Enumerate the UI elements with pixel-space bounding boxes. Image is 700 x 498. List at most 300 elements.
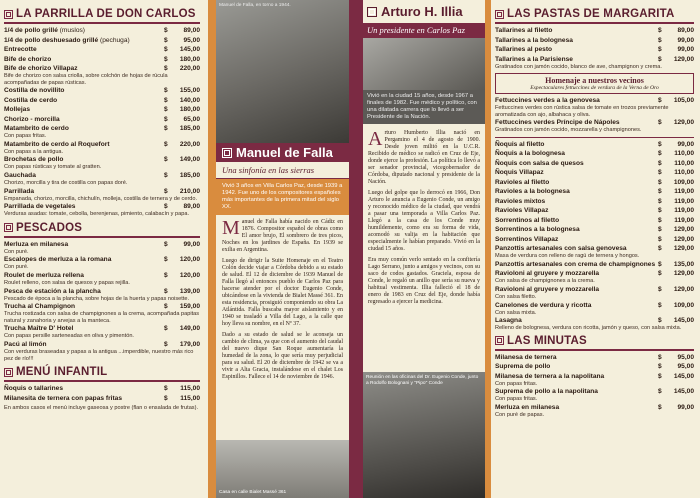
item-name	[495, 270, 658, 278]
currency-symbol: $	[164, 65, 168, 72]
price-value: 129,00	[673, 270, 694, 278]
item-description: Con papas fritas.	[495, 396, 538, 403]
item-price	[658, 169, 694, 177]
menu-item	[4, 116, 200, 124]
item-name	[4, 106, 164, 114]
currency-symbol: $	[658, 207, 662, 215]
decorative-strip	[349, 0, 363, 498]
price-value: 119,00	[674, 197, 694, 205]
item-name	[4, 241, 164, 249]
drop-cap: A	[368, 128, 383, 150]
price-value: 180,00	[179, 55, 200, 63]
illia-paragraph-3: Era muy común verlo sentado en la confitería Lago Serrano, junto a amigos y vecinos, con su saco de codos gastados. Graciela, esposa de Conde, le regaló un anillo que sería su nueva y habitual vestimenta. Illia falleció el 18 de enero de 1983 en Cruz del Eje, donde había regresado a ejercer la medicina.	[368, 257, 480, 305]
item-description: Con salsa mixta.	[495, 309, 537, 316]
price-value: 185,00	[179, 125, 200, 133]
item-name-text: Bife de chorizo	[4, 55, 52, 63]
falla-title-bar	[216, 143, 349, 162]
currency-symbol: $	[658, 36, 662, 44]
item-price	[164, 325, 200, 333]
item-name	[495, 119, 658, 127]
menu-item	[495, 198, 694, 206]
currency-symbol: $	[164, 156, 168, 164]
menu-column-right	[491, 0, 700, 498]
item-name	[495, 97, 658, 105]
price-value: 179,00	[179, 340, 200, 348]
fettuccine-list	[495, 97, 694, 134]
item-description: Relleno de bolognesa, verdura con ricotta, jamón y queso, con salsa mixta.	[495, 325, 682, 332]
item-price	[658, 388, 694, 396]
item-name	[495, 354, 658, 362]
menu-item	[495, 56, 694, 64]
item-name-text: 1/4 de pollo deshuesado grillé	[4, 36, 99, 44]
price-value: 89,00	[677, 27, 694, 34]
currency-symbol: $	[164, 46, 168, 53]
item-price	[658, 354, 694, 362]
menu-item	[4, 125, 200, 133]
parrilla-list	[4, 27, 200, 218]
menu-item	[4, 395, 200, 403]
item-name	[495, 141, 658, 149]
currency-symbol: $	[658, 55, 662, 63]
currency-symbol: $	[164, 96, 168, 104]
item-name	[4, 97, 164, 105]
price-value: 119,00	[674, 216, 694, 224]
item-description: Con puré.	[4, 248, 29, 255]
item-name	[495, 302, 658, 310]
falla-subtitle: Una sinfonía en las sierras	[216, 162, 349, 179]
item-name-text: Costilla de novillito	[4, 87, 65, 95]
price-value: 145,00	[179, 46, 200, 53]
item-name-text: Roulet de merluza rellena	[4, 271, 84, 279]
item-description: Trucha rostizada con salsa de champignones a la crema, acompañada papitas natural y zanahoria y arvejas a la manteca.	[4, 311, 200, 324]
menu-item	[4, 272, 200, 280]
item-price	[658, 363, 694, 371]
menu-item	[495, 179, 694, 187]
price-value: 105,00	[673, 97, 694, 105]
price-value: 65,00	[183, 115, 200, 123]
price-value: 109,00	[673, 301, 694, 309]
currency-symbol: $	[658, 119, 662, 127]
menu-item	[495, 141, 694, 149]
homenaje-subtitle: Espectaculares fettuccines de verdura de la Verna de Oro	[530, 85, 659, 92]
item-name-text: Milanesa de ternera a la napolitana	[495, 372, 605, 380]
menu-item	[495, 363, 694, 371]
item-price	[164, 395, 200, 403]
falla-paragraph-2: Luego de dirigir la Suite Homenaje en el Teatro Colón decide viajar a Córdoba debido a su estado de salud. El 12 de diciembre de 1939 Manuel de Falla llegó al entonces pueblo de Carlos Paz para hacerse atender por el doctor Eugenio Conde, ubicándose en la vivienda de Bialet Massé 361. En esta residencia, prosiguió componiendo su obra La Atlántida. Falla buscaba mayor aislamiento y en 1940 se trasladó a Villa del Lago, a la calle que hoy lleva su nombre, en el Nº 37.	[222, 258, 343, 327]
item-price	[658, 179, 694, 187]
item-price	[658, 302, 694, 310]
divider	[495, 137, 694, 138]
item-price	[658, 188, 694, 196]
item-name	[495, 56, 658, 64]
menu-item	[4, 203, 200, 211]
menu-item	[495, 97, 694, 105]
falla-intro: Vivió 3 años en Villa Carlos Paz, desde 1939 a 1942. Fue uno de los compositores españoles más importantes de la primera mitad del siglo XX.	[216, 179, 349, 215]
item-name	[4, 65, 164, 73]
price-value: 129,00	[673, 119, 694, 127]
menu-item	[4, 46, 200, 54]
currency-symbol: $	[164, 140, 168, 148]
item-name-text: Milanesita de ternera con papas fritas	[4, 394, 122, 402]
item-price	[164, 172, 200, 180]
currency-symbol: $	[164, 287, 168, 295]
currency-symbol: $	[658, 317, 662, 325]
illia-meeting-photo	[363, 372, 485, 498]
item-name	[4, 87, 164, 95]
item-name	[495, 37, 658, 45]
menu-item	[495, 150, 694, 158]
ornament-icon	[495, 10, 504, 19]
item-price	[658, 97, 694, 105]
item-name	[495, 236, 658, 244]
item-description: Con salsa filetto.	[495, 294, 537, 301]
currency-symbol: $	[658, 178, 662, 186]
menu-item	[4, 27, 200, 35]
item-name-text: 1/4 de pollo grillé	[4, 27, 58, 34]
item-price	[658, 217, 694, 225]
price-value: 119,00	[674, 188, 694, 196]
menu-item	[495, 226, 694, 234]
illia-paragraph-2: Luego del golpe que lo derrocó en 1966, Don Arturo le anuncia a Eugenio Conde, un amigo y reconocido médico de la ciudad, que vendrá a pasar una temporada a Villa Carlos Paz. Llegó a la casa de los Conde muy humildemente, como era su forma de vida, acomodó su valija en la habitación que especialmente le habían preparado. Vivió en la ciudad 15 años.	[368, 190, 480, 252]
item-name-text: Pacú al limón	[4, 340, 47, 348]
item-name-text: Milanesa de ternera	[495, 353, 557, 361]
section-title: LAS PASTAS DE MARGARITA	[507, 8, 675, 20]
currency-symbol: $	[164, 125, 168, 133]
section-title: LAS MINUTAS	[507, 334, 587, 347]
menu-item	[4, 385, 200, 393]
illia-paragraph-1: Arturo Humberto Illia nació en Pergamino el 4 de agosto de 1900. Desde joven militó en la U.C.R. Recibido de médico se radicó en Cruz de Eje, donde ejerce la profesión. La política lo llevó a ser senador provincial, vicegobernador de Córdoba, diputado nacional y presidente de la Nación.	[368, 128, 480, 185]
item-price	[164, 256, 200, 264]
item-description: Fettuccines verdes con rústica salsa de tomate en trozos previamente aromatizada con ajo, albahaca y oliva.	[495, 105, 669, 118]
price-value: 115,00	[180, 385, 200, 393]
currency-symbol: $	[164, 36, 168, 44]
currency-symbol: $	[658, 150, 662, 158]
item-price	[658, 119, 694, 127]
item-description: Gratinados con jamón cocido, mozzarella y champignones.	[495, 127, 642, 134]
photo-caption: Manuel de Falla, en torno a 1944.	[219, 3, 291, 8]
menu-item	[495, 207, 694, 215]
price-value: 99,00	[677, 404, 694, 412]
item-name-text: Sorrentinos al filetto	[495, 216, 560, 224]
menu-item	[495, 169, 694, 177]
item-name-text: Ravioles Villapaz	[495, 207, 549, 215]
currency-symbol: $	[658, 226, 662, 234]
divider	[495, 22, 694, 24]
menu-item	[4, 303, 200, 311]
price-value: 220,00	[179, 65, 200, 72]
menu-item	[4, 241, 200, 249]
currency-symbol: $	[164, 325, 168, 333]
price-value: 145,00	[673, 317, 694, 325]
item-name-text: Pesca de estación a la plancha	[4, 287, 101, 295]
section-header-pastas	[495, 8, 694, 20]
price-value: 110,00	[674, 150, 694, 158]
item-price	[658, 37, 694, 45]
price-value: 129,00	[673, 245, 694, 253]
price-value: 95,00	[677, 353, 694, 361]
item-name-text: Gauchada	[4, 171, 36, 179]
item-name	[4, 395, 164, 403]
menu-item	[495, 160, 694, 168]
price-value: 89,00	[183, 27, 200, 34]
item-name-text: Tallarines al filetto	[495, 27, 553, 34]
item-note: (muslos)	[59, 27, 85, 34]
item-name-text: Fettuccines verdes a la genovesa	[495, 97, 600, 105]
menu-item	[495, 245, 694, 253]
price-value: 119,00	[674, 207, 694, 215]
currency-symbol: $	[658, 46, 662, 53]
price-value: 180,00	[179, 106, 200, 114]
item-name-text: Ñoquis con salsa de quesos	[495, 159, 584, 167]
currency-symbol: $	[658, 97, 662, 105]
homenaje-box	[495, 73, 694, 94]
item-description: Gratinados con jamón cocido, blanco de ave, champignon y crema.	[495, 63, 662, 70]
currency-symbol: $	[658, 353, 662, 361]
item-name	[495, 373, 658, 381]
item-description: Con puré.	[4, 264, 29, 271]
currency-symbol: $	[658, 372, 662, 380]
currency-symbol: $	[658, 197, 662, 205]
item-description: Con verduras braseadas y papas a la antigua ...imperdible, nuestro más rico pez de río!!!	[4, 348, 194, 362]
section-header-infantil	[4, 366, 200, 378]
photo-caption: Reunión en las oficinas del Dr. Eugenio Conde, junto a Rodolfo Bolognani y "Pipo" Conde	[366, 375, 479, 386]
item-name-text: Ravioles al filetto	[495, 178, 550, 186]
menu-item	[495, 317, 694, 325]
price-value: 155,00	[179, 87, 200, 95]
price-value: 99,00	[183, 240, 200, 248]
currency-symbol: $	[658, 245, 662, 253]
item-name	[495, 207, 658, 215]
item-name-text: Canelones de verdura y ricotta	[495, 301, 592, 309]
price-value: 129,00	[673, 55, 694, 63]
item-name	[4, 385, 164, 393]
item-name-text: Ravioloni al gruyere y mozzarella	[495, 286, 600, 294]
item-name-text: Ravioles a la bolognesa	[495, 188, 570, 196]
price-value: 120,00	[179, 256, 200, 264]
price-value: 115,00	[180, 394, 200, 402]
item-name-text: Panzottis artesanales con crema de champignones	[495, 260, 656, 268]
item-name-text: Trucha Maître D' Hotel	[4, 325, 74, 333]
price-value: 99,00	[677, 36, 694, 44]
item-name-text: Ñoquis Villapaz	[495, 169, 544, 177]
item-name-text: Trucha al Champignon	[4, 303, 76, 311]
item-price	[658, 226, 694, 234]
item-price	[164, 125, 200, 133]
menu-item	[495, 270, 694, 278]
item-name-text: Merluza en milanesa	[495, 404, 560, 412]
item-price	[658, 207, 694, 215]
item-price	[164, 288, 200, 296]
item-name-text: Ravioloni al gruyere y mozzarella	[495, 270, 600, 278]
menu-item	[4, 172, 200, 180]
currency-symbol: $	[658, 188, 662, 196]
menu-item	[4, 156, 200, 164]
price-value: 120,00	[179, 271, 200, 279]
price-value: 89,00	[183, 203, 200, 211]
item-price	[164, 106, 200, 114]
currency-symbol: $	[164, 187, 168, 195]
item-price	[658, 160, 694, 168]
menu-item	[4, 256, 200, 264]
item-name-text: Ñoquis al filetto	[495, 140, 545, 148]
currency-symbol: $	[658, 301, 662, 309]
price-value: 99,00	[677, 140, 694, 148]
item-name	[495, 226, 658, 234]
item-name	[495, 179, 658, 187]
drop-cap: M	[222, 217, 240, 239]
item-price	[164, 303, 200, 311]
item-description: Masa de verdura con relleno de ragú de ternera y hongos.	[495, 253, 640, 260]
item-name-text: Panzottis artesanales con salsa genovesa	[495, 245, 627, 253]
minutas-list	[495, 354, 694, 419]
price-value: 95,00	[183, 36, 200, 44]
menu-item	[495, 261, 694, 269]
item-price	[658, 261, 694, 269]
section-title: PESCADOS	[16, 221, 83, 234]
currency-symbol: $	[164, 55, 168, 63]
menu-item	[495, 119, 694, 127]
item-price	[164, 241, 200, 249]
price-value: 129,00	[673, 235, 694, 243]
falla-column	[216, 0, 349, 498]
menu-item	[4, 325, 200, 333]
item-name	[4, 116, 164, 124]
menu-item	[495, 236, 694, 244]
item-name	[4, 256, 164, 264]
currency-symbol: $	[164, 303, 168, 311]
infantil-note: En ambos casos el menú incluye gaseosa y postre (flan o ensalada de frutas).	[4, 404, 199, 411]
item-name	[495, 217, 658, 225]
price-value: 145,00	[673, 388, 694, 396]
item-price	[164, 37, 200, 45]
item-name	[4, 156, 164, 164]
decorative-strip	[208, 0, 216, 498]
pastas-list	[495, 27, 694, 70]
menu-item	[495, 373, 694, 381]
item-name-text: Ñoquis o tallarines	[4, 385, 63, 393]
item-name-text: Parrillada de vegetales	[4, 203, 76, 211]
item-price	[658, 56, 694, 64]
item-name	[4, 188, 164, 196]
item-name-text: Suprema de pollo	[495, 363, 551, 371]
item-name	[4, 56, 164, 64]
item-description: Empanada, chorizo, morcilla, chichulín, molleja, costilla de ternera y de cerdo.	[4, 195, 198, 202]
item-name	[4, 37, 164, 45]
price-value: 210,00	[179, 187, 200, 195]
menu-item	[495, 217, 694, 225]
item-description: Pescado de época a la plancha, sobre hojas de la huerta y papas noisette.	[4, 295, 190, 302]
menu-item	[495, 46, 694, 54]
section-header-parrilla	[4, 8, 200, 20]
item-name	[4, 125, 164, 133]
pastas-list-2	[495, 141, 694, 332]
illia-title-bar	[363, 0, 485, 23]
item-name	[495, 46, 658, 54]
item-description: Chorizo, morcilla y tira de costilla con papas doré.	[4, 179, 128, 186]
item-price	[164, 56, 200, 64]
ornament-icon	[4, 10, 13, 19]
item-description: Bife de chorizo con salsa criolla, sobre colchón de hojas de rúcula acompañadas de papas rústicas.	[4, 73, 168, 86]
item-price	[658, 373, 694, 381]
item-price	[164, 341, 200, 349]
item-name	[495, 169, 658, 177]
item-price	[164, 141, 200, 149]
currency-symbol: $	[658, 169, 662, 177]
item-description: Con puré de papas.	[495, 412, 545, 419]
menu-item	[4, 65, 200, 73]
price-value: 109,00	[673, 178, 694, 186]
item-name	[495, 388, 658, 396]
price-value: 129,00	[673, 226, 694, 234]
item-description: Verduras asadas: tomate, cebolla, berenjenas, pimiento, calabacín y papa.	[4, 211, 190, 218]
item-name	[495, 245, 658, 253]
currency-symbol: $	[164, 203, 168, 211]
currency-symbol: $	[658, 363, 662, 371]
illia-portrait-photo	[363, 38, 485, 90]
homenaje-title: Homenaje a nuestros vecinos	[545, 76, 644, 86]
currency-symbol: $	[658, 270, 662, 278]
menu-item	[495, 27, 694, 35]
menu-item	[495, 188, 694, 196]
currency-symbol: $	[164, 115, 168, 123]
item-description: Con papas persille sarteneadas en oliva y pimentón.	[4, 333, 134, 340]
item-name	[495, 27, 658, 35]
menu-item	[495, 388, 694, 396]
item-name	[495, 150, 658, 158]
currency-symbol: $	[164, 240, 168, 248]
menu-item	[4, 341, 200, 349]
item-name-text: Entrecotte	[4, 46, 37, 53]
currency-symbol: $	[164, 106, 168, 114]
price-value: 129,00	[673, 286, 694, 294]
item-price	[164, 156, 200, 164]
item-description: Con papas fritas.	[4, 133, 47, 140]
price-value: 185,00	[179, 171, 200, 179]
currency-symbol: $	[164, 27, 168, 34]
currency-symbol: $	[658, 404, 662, 412]
item-name	[495, 160, 658, 168]
divider	[4, 380, 200, 382]
item-name	[4, 141, 164, 149]
section-header-minutas	[495, 335, 694, 347]
photo-caption: Casa en calle Bialet Massé 361	[219, 490, 287, 495]
item-price	[658, 46, 694, 54]
item-name	[495, 188, 658, 196]
menu-item	[4, 141, 200, 149]
item-name-text: Costilla de cerdo	[4, 96, 58, 104]
ornament-icon	[367, 7, 377, 17]
item-price	[164, 203, 200, 211]
item-price	[658, 236, 694, 244]
illia-column	[363, 0, 485, 498]
item-name-text: Brochetas de pollo	[4, 156, 64, 164]
item-name	[495, 404, 658, 412]
section-title: MENÚ INFANTIL	[16, 366, 108, 379]
infantil-list	[4, 385, 200, 403]
illia-name: Arturo H. Illia	[381, 4, 463, 19]
item-price	[164, 97, 200, 105]
item-price	[658, 27, 694, 35]
price-value: 220,00	[179, 140, 200, 148]
item-name	[495, 261, 658, 269]
menu-item	[495, 286, 694, 294]
item-name-text: Tallarines al pesto	[495, 46, 553, 53]
currency-symbol: $	[658, 216, 662, 224]
price-value: 145,00	[673, 372, 694, 380]
item-price	[164, 188, 200, 196]
item-price	[658, 286, 694, 294]
item-description: Con papas fritas.	[495, 380, 538, 387]
